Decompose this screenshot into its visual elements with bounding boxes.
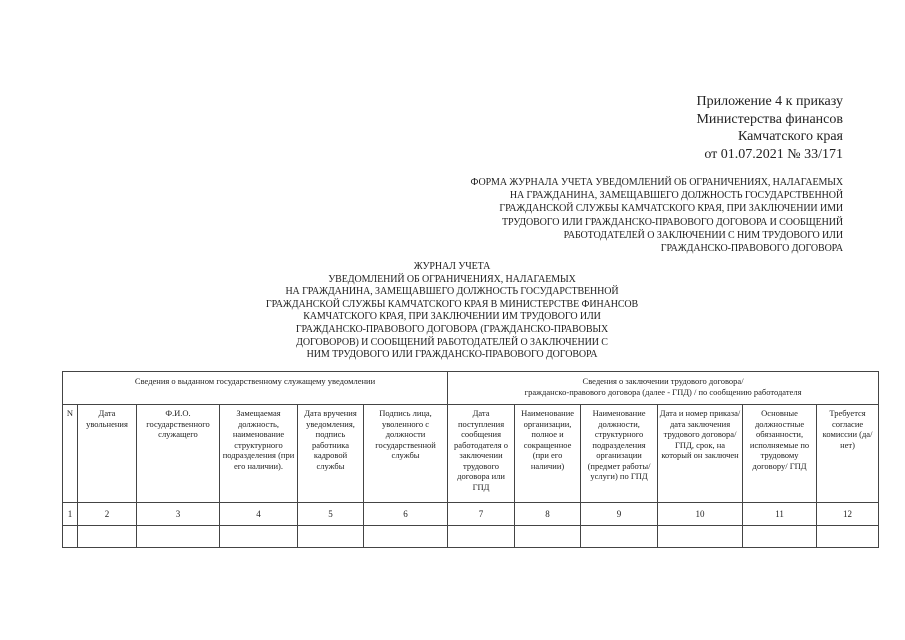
column-header-organization: Наименование организации, полное и сокращенное (при его наличии)	[515, 405, 581, 503]
empty-cell	[658, 526, 743, 548]
column-header-order-date: Дата и номер приказа/ дата заключения трудового договора/ ГПД, срок, на который он заключен	[658, 405, 743, 503]
journal-title-line: КАМЧАТСКОГО КРАЯ, ПРИ ЗАКЛЮЧЕНИИ ИМ ТРУДОВОГО ИЛИ	[303, 311, 601, 323]
form-title	[403, 176, 843, 255]
column-header-job-title: Наименование должности, структурного подразделения организации (предмет работы/ услуги) по ГПД	[581, 405, 658, 503]
empty-cell	[298, 526, 364, 548]
column-header-signature: Подпись лица, уволенного с должности государственной службы	[364, 405, 448, 503]
empty-cell	[364, 526, 448, 548]
form-title-line: ТРУДОВОГО ИЛИ ГРАЖДАНСКО-ПРАВОВОГО ДОГОВОРА И СООБЩЕНИЙ	[502, 216, 843, 228]
group-header-notice: Сведения о выданном государственному служащему уведомлении	[63, 372, 448, 405]
column-header-full-name: Ф.И.О. государственного служащего	[137, 405, 220, 503]
form-title-line: РАБОТОДАТЕЛЕЙ О ЗАКЛЮЧЕНИИ С НИМ ТРУДОВОГО ИЛИ	[563, 229, 843, 241]
empty-cell	[137, 526, 220, 548]
journal-title-line: ДОГОВОРОВ) И СООБЩЕНИЙ РАБОТОДАТЕЛЕЙ О ЗАКЛЮЧЕНИИ С	[296, 336, 608, 348]
column-number-cell: 8	[515, 503, 581, 526]
column-header-position: Замещаемая должность, наименование структурного подразделения (при его наличии).	[220, 405, 298, 503]
column-header-number: N	[63, 405, 78, 503]
appendix-heading	[583, 93, 843, 163]
column-number-cell: 10	[658, 503, 743, 526]
journal-title-line: ГРАЖДАНСКОЙ СЛУЖБЫ КАМЧАТСКОГО КРАЯ В МИНИСТЕРСТВЕ ФИНАНСОВ	[265, 298, 639, 310]
form-title-line: ФОРМА ЖУРНАЛА УЧЕТА УВЕДОМЛЕНИЙ ОБ ОГРАНИЧЕНИЯХ, НАЛАГАЕМЫХ	[470, 177, 843, 188]
appendix-line: Камчатского края	[737, 129, 843, 144]
group-header-contract-line: гражданско-правового договора (далее - ГПД) / по сообщению работодателя	[524, 386, 802, 397]
journal-table	[62, 371, 879, 548]
journal-title-line: УВЕДОМЛЕНИЙ ОБ ОГРАНИЧЕНИЯХ, НАЛАГАЕМЫХ	[328, 273, 576, 285]
column-header-message-date: Дата поступления сообщения работодателя о заключении трудового договора или ГПД	[448, 405, 515, 503]
column-header-duties: Основные должностные обязанности, исполняемые по трудовому договору/ ГПД	[743, 405, 817, 503]
column-number-cell: 7	[448, 503, 515, 526]
journal-title-line: ГРАЖДАНСКО-ПРАВОВОГО ДОГОВОРА (ГРАЖДАНСКО-ПРАВОВЫХ	[295, 323, 609, 335]
table-column-header-row	[63, 405, 879, 503]
table-numbering-row	[63, 503, 879, 526]
appendix-line: Приложение 4 к приказу	[696, 94, 843, 109]
table-empty-row	[63, 526, 879, 548]
column-number-cell: 5	[298, 503, 364, 526]
form-title-line: ГРАЖДАНСКОЙ СЛУЖБЫ КАМЧАТСКОГО КРАЯ, ПРИ ЗАКЛЮЧЕНИИ ИМИ	[499, 203, 843, 215]
group-header-contract-line: Сведения о заключении трудового договора/	[582, 376, 744, 386]
column-number-cell: 11	[743, 503, 817, 526]
empty-cell	[817, 526, 879, 548]
empty-cell	[515, 526, 581, 548]
empty-cell	[743, 526, 817, 548]
column-header-commission-consent: Требуется согласие комиссии (да/ нет)	[817, 405, 879, 503]
column-number-cell: 1	[63, 503, 78, 526]
column-number-cell: 3	[137, 503, 220, 526]
empty-cell	[581, 526, 658, 548]
column-number-cell: 6	[364, 503, 448, 526]
empty-cell	[63, 526, 78, 548]
empty-cell	[448, 526, 515, 548]
column-header-notice-date: Дата вручения уведомления, подпись работника кадровой службы	[298, 405, 364, 503]
column-number-cell: 9	[581, 503, 658, 526]
column-number-cell: 4	[220, 503, 298, 526]
empty-cell	[220, 526, 298, 548]
journal-title-line: НИМ ТРУДОВОГО ИЛИ ГРАЖДАНСКО-ПРАВОВОГО ДОГОВОРА	[306, 349, 598, 361]
appendix-line: от 01.07.2021 № 33/171	[704, 146, 843, 162]
empty-cell	[78, 526, 137, 548]
journal-title-line: НА ГРАЖДАНИНА, ЗАМЕЩАВШЕГО ДОЛЖНОСТЬ ГОСУДАРСТВЕННОЙ	[285, 286, 619, 298]
group-header-contract	[448, 372, 879, 405]
journal-title-line: ЖУРНАЛ УЧЕТА	[413, 261, 491, 272]
appendix-line: Министерства финансов	[696, 111, 843, 127]
column-number-cell: 12	[817, 503, 879, 526]
form-title-line: ГРАЖДАНСКО-ПРАВОВОГО ДОГОВОРА	[660, 243, 843, 255]
table-group-header-row	[63, 372, 879, 405]
column-header-dismissal-date: Дата увольнения	[78, 405, 137, 503]
column-number-cell: 2	[78, 503, 137, 526]
form-title-line: НА ГРАЖДАНИНА, ЗАМЕЩАВШЕГО ДОЛЖНОСТЬ ГОСУДАРСТВЕННОЙ	[509, 190, 843, 202]
journal-title	[192, 261, 712, 362]
